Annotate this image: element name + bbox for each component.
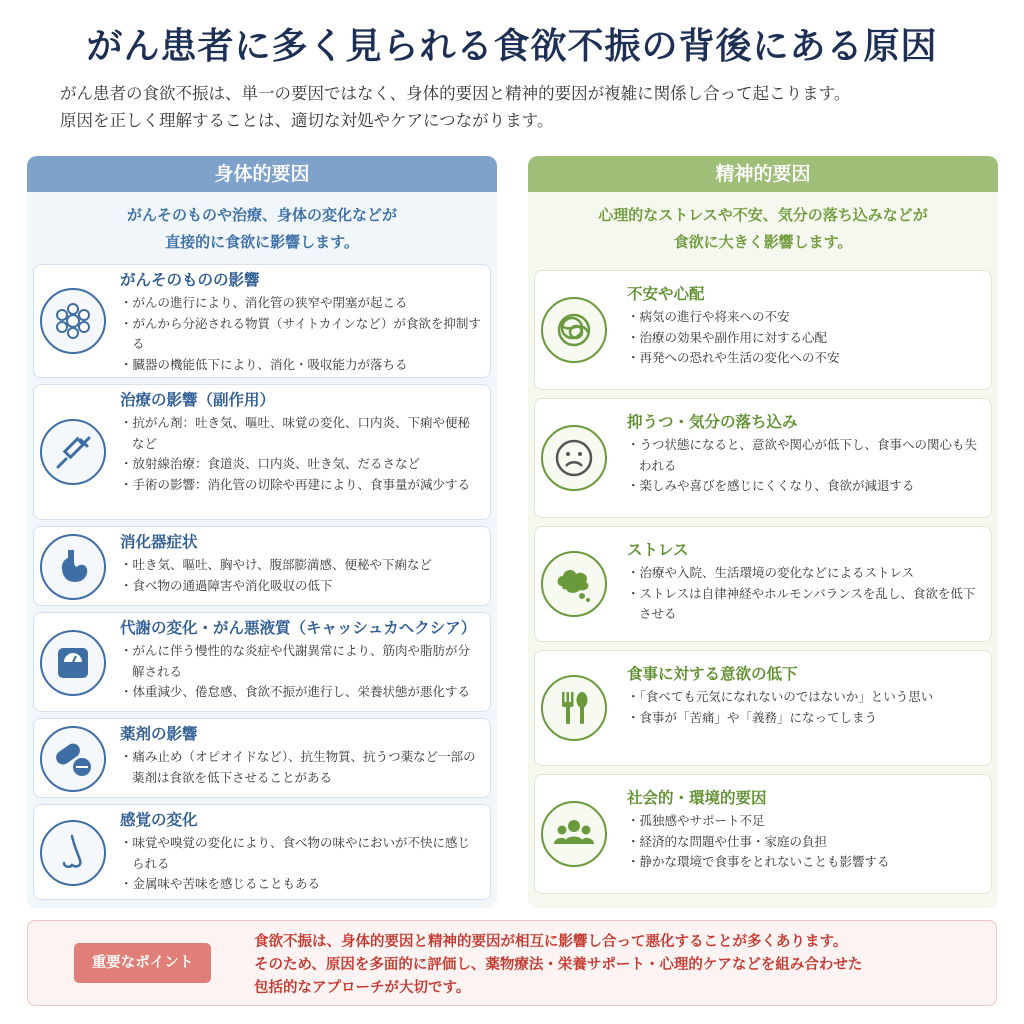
subtitle-line: がんそのものや治療、身体の変化などが [126, 206, 397, 224]
factor-card-senses [33, 804, 491, 900]
factor-card-digestive [33, 526, 491, 606]
factor-card-anxiety [534, 270, 992, 390]
key-point-line: 食欲不振は、身体的要因と精神的要因が相互に影響し合って悪化することが多くあります。 [254, 934, 848, 950]
factor-card-depression [534, 398, 992, 518]
factor-card-motivation [534, 650, 992, 766]
physical-factors-column [27, 156, 497, 908]
card-title: 治療の影響（副作用） [120, 391, 276, 409]
list-item: ・ 臓器の機能低下により、消化・吸収能力が落ちる [120, 355, 482, 376]
intro-line: がん患者の食欲不振は、単一の要因ではなく、身体的要因と精神的要因が複雑に関係し合って起こります。 [60, 84, 851, 103]
subtitle-line: 直接的に食欲に影響します。 [165, 233, 359, 251]
syringe-icon [40, 419, 106, 485]
card-title: 抑うつ・気分の落ち込み [627, 413, 798, 431]
list-item: ・ 食べ物の通過障害や消化吸収の低下 [120, 576, 482, 597]
card-title: 感覚の変化 [120, 811, 198, 829]
mental-factors-column [528, 156, 998, 908]
intro-line: 原因を正しく理解することは、適切な対処やケアにつながります。 [60, 111, 554, 130]
list-item: ・ 手術の影響：消化管の切除や再建により、食事量が減少する [120, 475, 482, 496]
factor-card-social [534, 774, 992, 894]
list-item: ・ 味覚や嗅覚の変化により、食べ物の味やにおいが不快に感じられる [120, 833, 482, 874]
scale-icon [40, 630, 106, 696]
subtitle-line: 食欲に大きく影響します。 [673, 233, 853, 251]
list-item: ・ 治療や入院、生活環境の変化などによるストレス [627, 563, 983, 584]
list-item: ・ うつ状態になると、意欲や関心が低下し、食事への関心も失われる [627, 435, 983, 476]
key-point-line: 包括的なアプローチが大切です。 [254, 980, 471, 996]
cancer-cell-icon [40, 288, 106, 354]
list-item: ・ がんの進行により、消化管の狭窄や閉塞が起こる [120, 293, 482, 314]
list-item: ・ 食事が「苦痛」や「義務」になってしまう [627, 708, 983, 729]
page-title: がん患者に多く見られる食欲不振の背後にある原因 [86, 26, 938, 67]
physical-header: 身体的要因 [27, 156, 497, 192]
list-item: ・ 放射線治療：食道炎、口内炎、吐き気、だるさなど [120, 454, 482, 475]
list-item: ・ 吐き気、嘔吐、胸やけ、腹部膨満感、便秘や下痢など [120, 555, 482, 576]
list-item: ・ ストレスは自律神経やホルモンバランスを乱し、食欲を低下させる [627, 584, 983, 625]
list-item: ・ 治療の効果や副作用に対する心配 [627, 328, 983, 349]
list-item: ・ 金属味や苦味を感じることもある [120, 874, 482, 895]
factor-card-metabolism [33, 612, 491, 712]
sad-face-icon [541, 425, 607, 491]
list-item: ・ 抗がん剤：吐き気、嘔吐、味覚の変化、口内炎、下痢や便秘など [120, 413, 482, 454]
key-point-badge: 重要なポイント [74, 943, 211, 983]
factor-card-stress [534, 526, 992, 642]
card-title: 薬剤の影響 [120, 725, 198, 743]
list-item: ・ 病気の進行や将来への不安 [627, 307, 983, 328]
fork-spoon-icon [541, 675, 607, 741]
key-point-text [254, 931, 974, 1000]
card-title: 消化器症状 [120, 533, 198, 551]
factor-card-cancer-itself [33, 264, 491, 378]
list-item: ・ 再発への恐れや生活の変化への不安 [627, 348, 983, 369]
list-item: ・ 孤独感やサポート不足 [627, 811, 983, 832]
pill-icon [40, 726, 106, 792]
card-title: ストレス [627, 541, 689, 559]
factor-card-treatment [33, 384, 491, 520]
list-item: ・ 楽しみや喜びを感じにくくなり、食欲が減退する [627, 476, 983, 497]
factor-card-medication [33, 718, 491, 798]
key-point-box [27, 920, 997, 1006]
mental-header: 精神的要因 [528, 156, 998, 192]
intro-text [60, 80, 980, 134]
physical-subtitle [27, 202, 497, 256]
list-item: ・ 「食べても元気になれないのではないか」という思い [627, 687, 983, 708]
thought-cloud-icon [541, 551, 607, 617]
card-title: がんそのものの影響 [120, 271, 260, 289]
card-title: 社会的・環境的要因 [627, 789, 767, 807]
list-item: ・ 経済的な問題や仕事・家庭の負担 [627, 832, 983, 853]
list-item: ・ 体重減少、倦怠感、食欲不振が進行し、栄養状態が悪化する [120, 682, 482, 703]
key-point-line: そのため、原因を多面的に評価し、薬物療法・栄養サポート・心理的ケアなどを組み合わせた [254, 957, 863, 973]
list-item: ・ 静かな環境で食事をとれないことも影響する [627, 852, 983, 873]
people-group-icon [541, 801, 607, 867]
subtitle-line: 心理的なストレスや不安、気分の落ち込みなどが [598, 206, 928, 224]
nose-icon [40, 820, 106, 886]
card-title: 代謝の変化・がん悪液質（キャッシュカヘクシア） [120, 619, 477, 637]
tangled-thoughts-icon [541, 297, 607, 363]
list-item: ・ がんから分泌される物質（サイトカインなど）が食欲を抑制する [120, 314, 482, 355]
card-title: 食事に対する意欲の低下 [627, 665, 798, 683]
list-item: ・ 痛み止め（オピオイドなど）、抗生物質、抗うつ薬など一部の薬剤は食欲を低下させることがある [120, 747, 482, 788]
mental-subtitle [528, 202, 998, 256]
card-title: 不安や心配 [627, 285, 705, 303]
stomach-icon [40, 534, 106, 600]
list-item: ・ がんに伴う慢性的な炎症や代謝異常により、筋肉や脂肪が分解される [120, 641, 482, 682]
